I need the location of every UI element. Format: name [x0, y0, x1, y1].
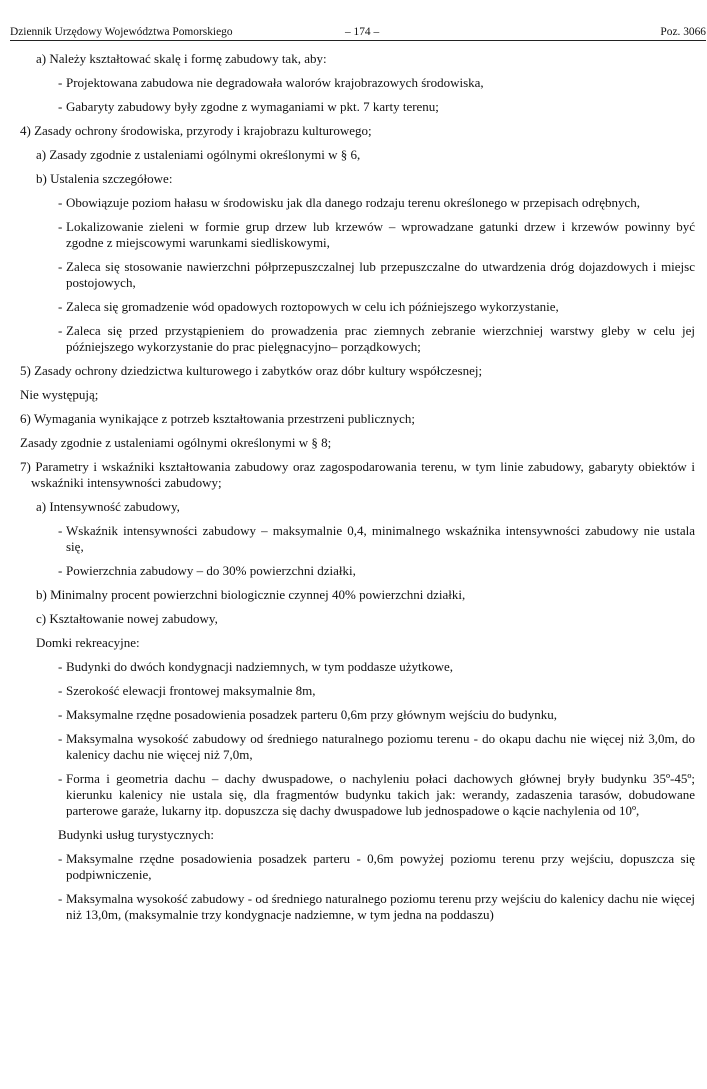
item-text: Maksymalna wysokość zabudowy - od średniego naturalnego poziomu terenu przy wejściu do kalenicy dachu nie więcej niż 13,0m, (maksymalnie trzy kondygnacje nadziemne, w tym jedna na poddaszu): [66, 891, 695, 922]
journal-title: Dziennik Urzędowy Województwa Pomorskiego: [10, 26, 233, 38]
subsection-item: [0, 611, 707, 627]
bullet-item: [0, 771, 707, 819]
item-text: Zaleca się gromadzenie wód opadowych roztopowych w celu ich późniejszego wykorzystanie,: [66, 299, 559, 314]
bullet-dash: -: [58, 523, 63, 538]
item-text: Zasady zgodnie z ustaleniami ogólnymi określonymi w § 8;: [20, 435, 332, 450]
bullet-item: [0, 731, 707, 763]
bullet-item: [0, 99, 707, 115]
bullet-item: [0, 299, 707, 315]
bullet-dash: -: [58, 771, 63, 786]
item-text: Projektowana zabudowa nie degradowała walorów krajobrazowych środowiska,: [66, 75, 484, 90]
section-heading: [0, 411, 707, 427]
item-text: Zaleca się przed przystąpieniem do prowadzenia prac ziemnych zebranie wierzchniej warstwy gleby w celu jej późniejszego wykorzystanie do prac pielęgnacyjno– porządkowych;: [66, 323, 695, 354]
item-text: a) Zasady zgodnie z ustaleniami ogólnymi określonymi w § 6,: [36, 147, 361, 162]
bullet-item: [0, 75, 707, 91]
item-text: Nie występują;: [20, 387, 99, 402]
bullet-dash: -: [58, 731, 63, 746]
bullet-item: [0, 707, 707, 723]
item-text: a) Należy kształtować skalę i formę zabudowy tak, aby:: [36, 51, 327, 66]
section-note: [0, 387, 707, 403]
bullet-item: [0, 219, 707, 251]
bullet-dash: -: [58, 851, 63, 866]
section-heading: [0, 363, 707, 379]
page-header: [10, 24, 706, 41]
bullet-item: [0, 563, 707, 579]
item-text: Maksymalna wysokość zabudowy od średniego naturalnego poziomu terenu - do okapu dachu nie więcej niż 3,0m, do kalenicy dachu nie więcej niż 7,0m,: [66, 731, 695, 762]
subsection-item: [0, 51, 707, 67]
document-body: [0, 51, 707, 931]
section-heading: [0, 123, 707, 139]
bullet-dash: -: [58, 99, 63, 114]
item-text: Forma i geometria dachu – dachy dwuspadowe, o nachyleniu połaci dachowych głównej bryły budynku 35º-45º; kierunku kalenicy nie ustala się, dla fragmentów budynku takich jak: werandy, zadaszenia tarasów, dobudowane parterowe garaże, lukarny itp. dopuszcza się dachy dwuspadowe lub jednospadowe o kącie nachylenia od 10º,: [66, 771, 695, 818]
bullet-item: [0, 259, 707, 291]
item-text: a) Intensywność zabudowy,: [36, 499, 180, 514]
item-text: 4) Zasady ochrony środowiska, przyrody i krajobrazu kulturowego;: [20, 123, 372, 138]
bullet-dash: -: [58, 891, 63, 906]
bullet-item: [0, 323, 707, 355]
subsection-item: [0, 499, 707, 515]
item-text: 6) Wymagania wynikające z potrzeb kształtowania przestrzeni publicznych;: [20, 411, 415, 426]
bullet-item: [0, 523, 707, 555]
bullet-dash: -: [58, 659, 63, 674]
item-text: b) Ustalenia szczegółowe:: [36, 171, 173, 186]
bullet-item: [0, 195, 707, 211]
bullet-item: [0, 659, 707, 675]
subsection-item: [0, 587, 707, 603]
item-text: Maksymalne rzędne posadowienia posadzek parteru - 0,6m powyżej poziomu terenu przy wejściu, dopuszcza się podpiwniczenie,: [66, 851, 695, 882]
subsection-item: [0, 171, 707, 187]
item-text: Zaleca się stosowanie nawierzchni półprzepuszczalnej lub przepuszczalne do utwardzenia dróg dojazdowych i miejsc postojowych,: [66, 259, 695, 290]
bullet-item: [0, 851, 707, 883]
bullet-item: [0, 891, 707, 923]
bullet-dash: -: [58, 563, 63, 578]
bullet-dash: -: [58, 323, 63, 338]
section-heading: [0, 459, 707, 491]
item-text: 5) Zasady ochrony dziedzictwa kulturowego i zabytków oraz dóbr kultury współczesnej;: [20, 363, 483, 378]
item-text: Wskaźnik intensywności zabudowy – maksymalnie 0,4, minimalnego wskaźnika intensywności zabudowy nie ustala się,: [66, 523, 695, 554]
bullet-dash: -: [58, 219, 63, 234]
item-text: Lokalizowanie zieleni w formie grup drzew lub krzewów – wprowadzane gatunki drzew i krzewów powinny być zgodne z miejscowymi warunkami siedliskowymi,: [66, 219, 695, 250]
page-number: – 174 –: [345, 26, 380, 38]
item-text: Szerokość elewacji frontowej maksymalnie 8m,: [66, 683, 316, 698]
bullet-dash: -: [58, 683, 63, 698]
subsection-item: [0, 827, 707, 843]
subsection-item: [0, 147, 707, 163]
bullet-dash: -: [58, 259, 63, 274]
item-text: 7) Parametry i wskaźniki kształtowania zabudowy oraz zagospodarowania terenu, w tym linie zabudowy, gabaryty obiektów i wskaźniki intensywności zabudowy;: [20, 459, 695, 490]
bullet-dash: -: [58, 707, 63, 722]
item-text: Obowiązuje poziom hałasu w środowisku jak dla danego rodzaju terenu określonego w przepisach odrębnych,: [66, 195, 640, 210]
item-text: Budynki do dwóch kondygnacji nadziemnych, w tym poddasze użytkowe,: [66, 659, 454, 674]
bullet-dash: -: [58, 75, 63, 90]
item-text: Maksymalne rzędne posadowienia posadzek parteru 0,6m przy głównym wejściu do budynku,: [66, 707, 557, 722]
item-text: Budynki usług turystycznych:: [58, 827, 214, 842]
item-text: Gabaryty zabudowy były zgodne z wymaganiami w pkt. 7 karty terenu;: [66, 99, 439, 114]
item-text: c) Kształtowanie nowej zabudowy,: [36, 611, 218, 626]
item-text: Domki rekreacyjne:: [36, 635, 140, 650]
item-text: b) Minimalny procent powierzchni biologicznie czynnej 40% powierzchni działki,: [36, 587, 466, 602]
bullet-item: [0, 683, 707, 699]
bullet-dash: -: [58, 195, 63, 210]
position-number: Poz. 3066: [660, 26, 706, 38]
bullet-dash: -: [58, 299, 63, 314]
item-text: Powierzchnia zabudowy – do 30% powierzchni działki,: [66, 563, 356, 578]
section-note: [0, 435, 707, 451]
subsection-item: [0, 635, 707, 651]
